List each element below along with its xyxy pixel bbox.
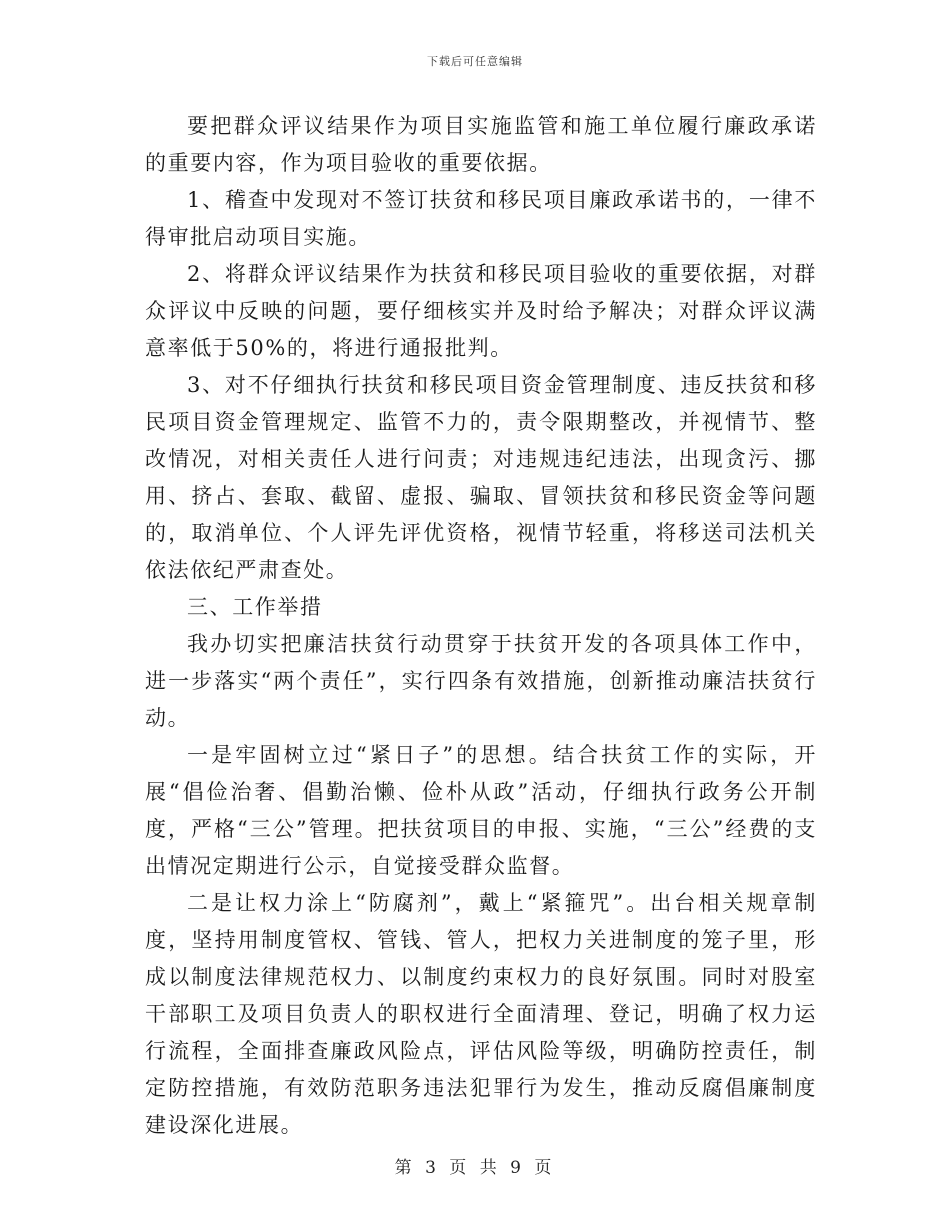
paragraph-item-2: 2、将群众评议结果作为扶贫和移民项目验收的重要依据，对群众评议中反映的问题，要仔细核实并及时给予解决；对群众评议满意率低于50%的，将进行通报批判。 [145,262,817,360]
paragraph-acceptance-basis: 要把群众评议结果作为项目实施监管和施工单位履行廉政承诺的重要内容，作为项目验收的重要依据。 [145,114,817,175]
page-number: 第 3 页 共 9 页 [394,1158,556,1178]
paragraph-item-1: 1、稽查中发现对不签订扶贫和移民项目廉政承诺书的，一律不得审批启动项目实施。 [145,188,817,249]
paragraph-measure-2: 二是让权力涂上“防腐剂”，戴上“紧箍咒”。出台相关规章制度，坚持用制度管权、管钱、管人，把权力关进制度的笼子里，形成以制度法律规范权力、以制度约束权力的良好氛围。同时对股室干部职工及项目负责人的职权进行全面清理、登记，明确了权力运行流程，全面排查廉政风险点，评估风险等级，明确防控责任，制定防控措施，有效防范职务违法犯罪行为发生，推动反腐倡廉制度建设深化进展。 [145,891,817,1137]
section-heading-work-measures: 三、工作举措 [187,595,323,619]
paragraph-measures-intro: 我办切实把廉洁扶贫行动贯穿于扶贫开发的各项具体工作中，进一步落实“两个责任”，实行四条有效措施，创新推动廉洁扶贫行动。 [145,632,817,730]
paragraph-measure-1: 一是牢固树立过“紧日子”的思想。结合扶贫工作的实际，开展“倡俭治奢、倡勤治懒、俭朴从政”活动，仔细执行政务公开制度，严格“三公”管理。把扶贫项目的申报、实施，“三公”经费的支出情况定期进行公示，自觉接受群众监督。 [145,743,817,878]
paragraph-item-3: 3、对不仔细执行扶贫和移民项目资金管理制度、违反扶贫和移民项目资金管理规定、监管不力的，责令限期整改，并视情节、整改情况，对相关责任人进行问责；对违规违纪违法，出现贪污、挪用、挤占、套取、截留、虚报、骗取、冒领扶贫和移民资金等问题的，取消单位、个人评先评优资格，视情节轻重，将移送司法机关依法依纪严肃查处。 [145,373,817,582]
document-body [145,108,817,1144]
page-header-note: 下载后可任意编辑 [427,55,523,68]
